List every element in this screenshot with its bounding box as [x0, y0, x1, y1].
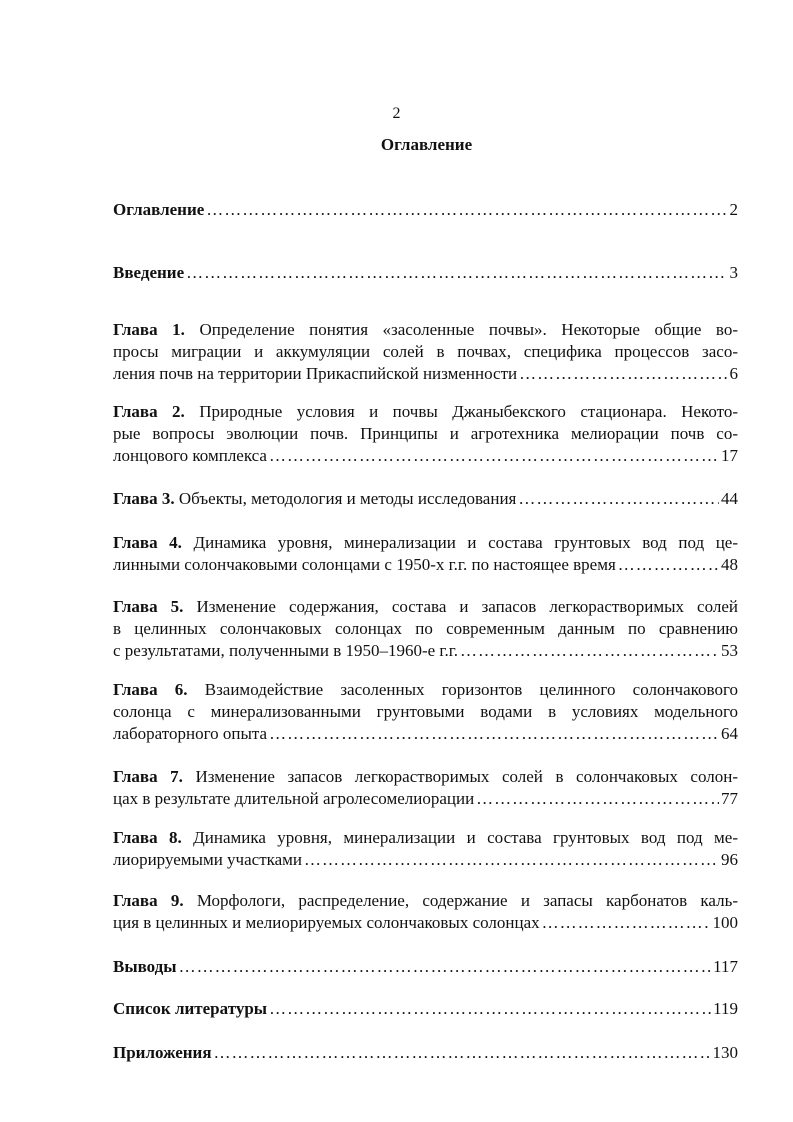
toc-entry-text: Взаимодействие засоленных горизонтов целинного солончакового	[204, 680, 738, 699]
toc-entry-label: Приложения	[113, 1043, 212, 1062]
toc-entry-line	[113, 849, 738, 871]
page-number: 2	[392, 105, 401, 122]
toc-entry-line	[113, 554, 738, 576]
toc-entry-text: Объекты, методология и методы исследования	[178, 489, 517, 508]
toc-entry-page: 77	[721, 789, 738, 808]
toc-entry-text: Определение понятия «засоленные почвы». Некоторые общие во-	[199, 320, 738, 339]
toc-entry-page: 48	[721, 555, 738, 574]
toc-entry-line	[113, 679, 738, 701]
toc-entry-page: 17	[721, 446, 738, 465]
dot-leader	[179, 956, 712, 978]
toc-entry-text: Морфологи, распределение, содержание и запасы карбонатов каль-	[196, 891, 739, 910]
toc-entry-line: рые вопросы эволюции почв. Принципы и агротехника мелиорации почв со-	[113, 424, 738, 443]
toc-entry-text: Природные условия и почвы Джаныбекского стационара. Некото-	[199, 402, 738, 421]
toc-entry-chapter-4[interactable]	[113, 532, 738, 576]
toc-entry-prilozheniya[interactable]	[113, 1042, 738, 1064]
toc-entry-line	[113, 827, 738, 849]
toc-entry-literatura[interactable]	[113, 998, 738, 1020]
dot-leader	[476, 788, 719, 810]
dot-leader	[519, 363, 727, 385]
dot-leader	[542, 912, 711, 934]
toc-entry-chapter-9[interactable]	[113, 890, 738, 934]
toc-entry-label: Глава 3.	[113, 489, 175, 508]
toc-entry-text: ция в целинных и мелиорируемых солончаковых солонцах	[113, 913, 540, 932]
toc-entry-chapter-3[interactable]	[113, 488, 738, 510]
toc-entry-text: Изменение содержания, состава и запасов легкорастворимых солей	[196, 597, 738, 616]
toc-entry-label: Глава 5.	[113, 597, 184, 616]
toc-entry-oglavlenie[interactable]	[113, 199, 738, 221]
dot-leader	[269, 998, 711, 1020]
dot-leader	[269, 723, 719, 745]
toc-entry-line	[113, 788, 738, 810]
toc-entry-text: Изменение запасов легкорастворимых солей в солончаковых солон-	[195, 767, 738, 786]
toc-entry-line: в целинных солончаковых солонцах по современным данным по сравнению	[113, 619, 738, 638]
toc-entry-label: Выводы	[113, 957, 177, 976]
toc-entry-label: Глава 6.	[113, 680, 188, 699]
toc-entry-line	[113, 723, 738, 745]
toc-entry-label: Глава 8.	[113, 828, 182, 847]
toc-entry-chapter-7[interactable]	[113, 766, 738, 810]
toc-entry-line	[113, 319, 738, 341]
toc-entry-line	[113, 766, 738, 788]
toc-entry-label: Глава 2.	[113, 402, 185, 421]
toc-entry-text: цах в результате длительной агролесомелиорации	[113, 789, 475, 808]
toc-entry-text: линными солончаковыми солонцами с 1950-х г.г. по настоящее время	[113, 555, 616, 574]
toc-entry-page: 44	[721, 489, 738, 508]
toc-entry-page: 100	[712, 913, 738, 932]
toc-entry-line: солонца с минерализованными грунтовыми водами в условиях модельного	[113, 702, 738, 721]
toc-entry-text: лабораторного опыта	[113, 724, 268, 743]
toc-entry-chapter-1[interactable]	[113, 319, 738, 385]
toc-entry-page: 3	[729, 263, 738, 282]
toc-entry-page: 96	[721, 850, 738, 869]
toc-entry-text: лонцового комплекса	[113, 446, 267, 465]
toc-entry-line	[113, 363, 738, 385]
dot-leader	[304, 849, 719, 871]
toc-entry-vyvody[interactable]	[113, 956, 738, 978]
toc-entry-page: 130	[712, 1043, 738, 1062]
dot-leader	[269, 445, 719, 467]
dot-leader	[214, 1042, 711, 1064]
toc-entry-line	[113, 890, 738, 912]
toc-entry-vvedenie[interactable]	[113, 262, 738, 284]
toc-entry-text: Динамика уровня, минерализации и состава грунтовых вод под це-	[193, 533, 738, 552]
toc-entry-line: просы миграции и аккумуляции солей в почвах, специфика процессов засо-	[113, 342, 738, 361]
toc-entry-text: с результатами, полученными в 1950–1960-е г.г.	[113, 641, 459, 660]
toc-entry-label: Глава 7.	[113, 767, 183, 786]
toc-entry-page: 117	[713, 957, 738, 976]
dot-leader	[206, 199, 727, 221]
toc-entry-chapter-6[interactable]	[113, 679, 738, 745]
toc-entry-label: Список литературы	[113, 999, 268, 1018]
toc-entry-chapter-8[interactable]	[113, 827, 738, 871]
toc-entry-label: Оглавление	[113, 200, 205, 219]
toc-entry-line	[113, 532, 738, 554]
toc-entry-page: 2	[729, 200, 738, 219]
dot-leader	[186, 262, 727, 284]
toc-entry-chapter-2[interactable]	[113, 401, 738, 467]
toc-entry-label: Глава 4.	[113, 533, 182, 552]
toc-entry-label: Глава 1.	[113, 320, 185, 339]
toc-entry-line	[113, 640, 738, 662]
dot-leader	[460, 640, 719, 662]
toc-entry-line	[113, 912, 738, 934]
toc-entry-label: Введение	[113, 263, 185, 282]
toc-entry-chapter-5[interactable]	[113, 596, 738, 662]
dot-leader	[618, 554, 719, 576]
toc-title: Оглавление	[380, 135, 473, 154]
toc-entry-page: 6	[729, 364, 738, 383]
dot-leader	[518, 488, 719, 510]
toc-entry-label: Глава 9.	[113, 891, 184, 910]
toc-entry-line	[113, 445, 738, 467]
toc-entry-line	[113, 401, 738, 423]
toc-entry-text: Динамика уровня, минерализации и состава грунтовых вод под ме-	[193, 828, 739, 847]
toc-entry-line	[113, 596, 738, 618]
toc-entry-text: лиорируемыми участками	[113, 850, 303, 869]
toc-entry-page: 64	[721, 724, 738, 743]
toc-entry-text: ления почв на территории Прикаспийской низменности	[113, 364, 518, 383]
toc-entry-page: 53	[721, 641, 738, 660]
toc-entry-page: 119	[713, 999, 738, 1018]
